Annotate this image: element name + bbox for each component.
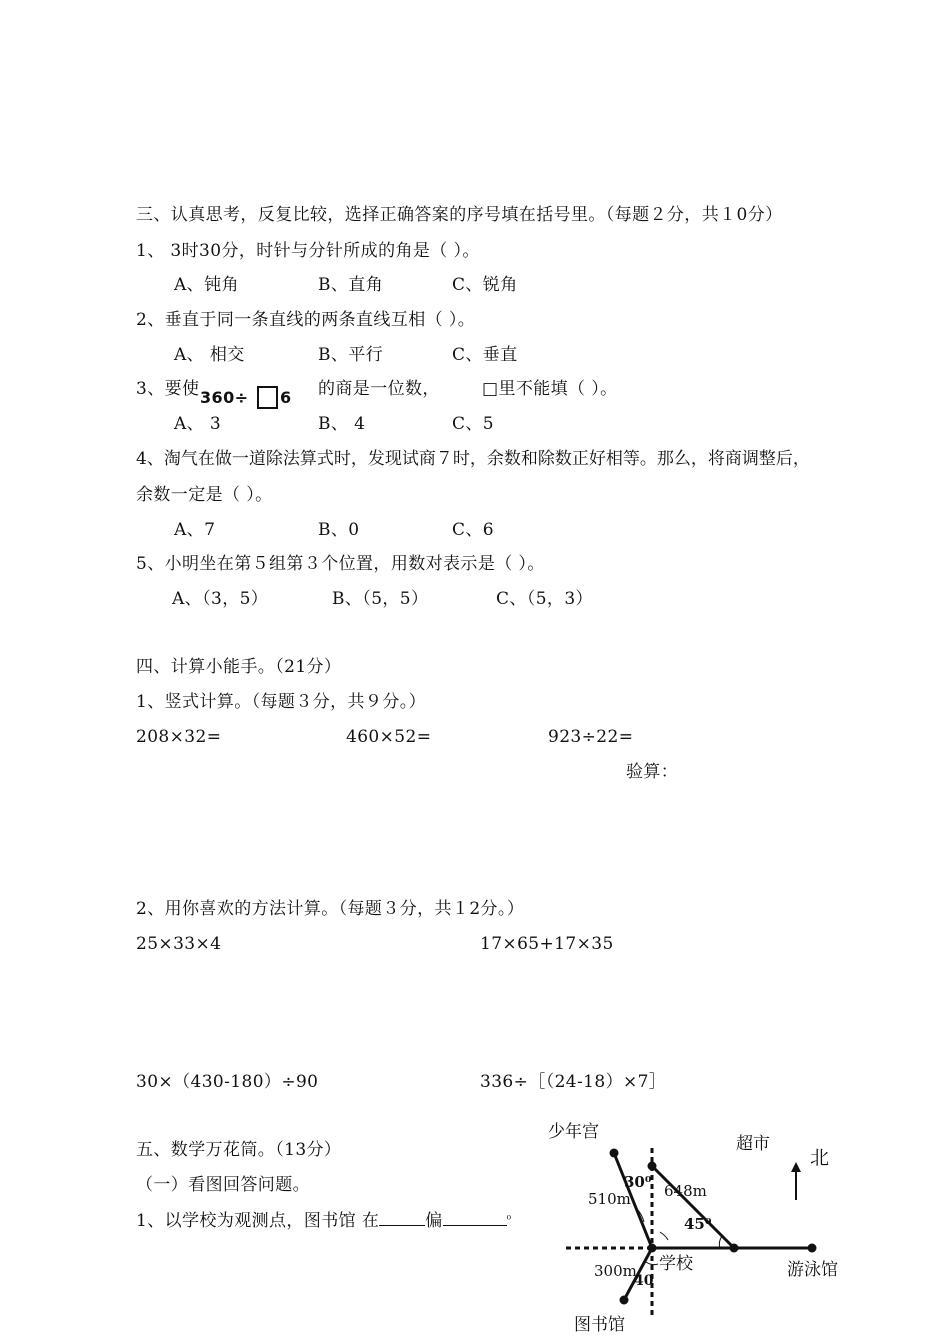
library-point: [620, 1296, 629, 1305]
label-north: 北: [810, 1147, 830, 1169]
expression-923div22: 923÷22=: [548, 727, 634, 747]
label-648m: 648m: [664, 1182, 707, 1200]
section-4-heading: 四、计算小能手。（21分）: [136, 657, 342, 677]
question-4-stem: 4、淘气在做一道除法算式时，发现试商７时，余数和除数正好相等。那么，将商调整后，: [136, 449, 810, 469]
label-market: 超市: [736, 1134, 770, 1154]
question-1-middle: 偏: [425, 1211, 443, 1231]
question-2-option-b: B、平行: [318, 345, 384, 365]
section-4-subheading-2: 2、用你喜欢的方法计算。（每题３分，共１2分。）: [136, 899, 525, 919]
school-point: [648, 1244, 657, 1253]
question-3-option-b: B、 4: [318, 414, 366, 434]
question-5-option-b: B、（5，5）: [332, 589, 429, 609]
palace-point: [610, 1149, 619, 1158]
question-5-stem: 5、小明坐在第５组第３个位置，用数对表示是（ ）。: [136, 554, 545, 574]
section-4-subheading-1: 1、竖式计算。（每题３分，共９分。）: [136, 692, 427, 712]
question-4-option-b: B、0: [318, 520, 360, 540]
degree-symbol: ⁰: [506, 1213, 512, 1226]
expression-17x65-plus-17x35: 17×65+17×35: [480, 934, 614, 954]
question-1-prefix: 1、以学校为观测点，图书馆 在: [136, 1211, 380, 1231]
label-pool: 游泳馆: [787, 1260, 838, 1280]
label-510m: 510m: [588, 1190, 631, 1208]
label-300m: 300m: [594, 1262, 637, 1280]
label-library: 图书馆: [574, 1315, 625, 1335]
expression-25x33x4: 25×33×4: [136, 934, 222, 954]
question-3-expression-right: 6: [280, 388, 292, 407]
question-1-stem: 1、 3时30分，时针与分针所成的角是（ ）。: [136, 241, 480, 261]
question-3-option-a: A、 3: [174, 414, 222, 434]
question-3-option-c: C、5: [452, 414, 495, 434]
section-5-subheading: （一）看图回答问题。: [136, 1175, 310, 1195]
junction-point: [730, 1244, 739, 1253]
question-5-option-c: C、（5，3）: [496, 589, 593, 609]
market-point: [648, 1162, 657, 1171]
section-5-heading: 五、数学万花筒。（13分）: [136, 1140, 342, 1160]
label-angle-45: 45⁰: [684, 1215, 712, 1233]
section-3-heading: 三、认真思考，反复比较，选择正确答案的序号填在括号里。（每题２分，共１0分）: [136, 205, 783, 225]
label-angle-40: 40: [634, 1273, 654, 1289]
question-4-option-a: A、7: [174, 520, 216, 540]
question-2-option-c: C、垂直: [452, 345, 518, 365]
pool-point: [808, 1244, 817, 1253]
north-arrow: [791, 1162, 801, 1200]
expression-336-div-bracket: 336÷［（24-18）×7］: [480, 1072, 667, 1092]
question-3-prefix: 3、要使: [136, 379, 200, 399]
check-label: 验算：: [626, 762, 679, 782]
question-4-option-c: C、6: [452, 520, 495, 540]
question-3-expression-left: 360÷: [200, 388, 249, 407]
question-1-option-c: C、锐角: [452, 275, 518, 295]
question-3-suffix: □里不能填（ ）。: [482, 379, 618, 399]
question-4-stem-continued: 余数一定是（ ）。: [136, 485, 273, 505]
question-5-option-a: A、（3，5）: [172, 589, 269, 609]
question-1-option-a: A、钝角: [174, 275, 239, 295]
question-2-stem: 2、垂直于同一条直线的两条直线互相（ ）。: [136, 310, 476, 330]
label-angle-30: 30⁰: [624, 1173, 652, 1191]
question-2-option-a: A、 相交: [174, 345, 245, 365]
label-palace: 少年宫: [548, 1122, 599, 1142]
label-school: 学校: [659, 1254, 693, 1274]
expression-208x32: 208×32=: [136, 727, 222, 747]
question-3-middle: 的商是一位数，: [318, 379, 440, 399]
expression-460x52: 460×52=: [346, 727, 432, 747]
question-1-option-b: B、直角: [318, 275, 384, 295]
expression-30-times-bracket: 30×（430-180）÷90: [136, 1072, 319, 1092]
